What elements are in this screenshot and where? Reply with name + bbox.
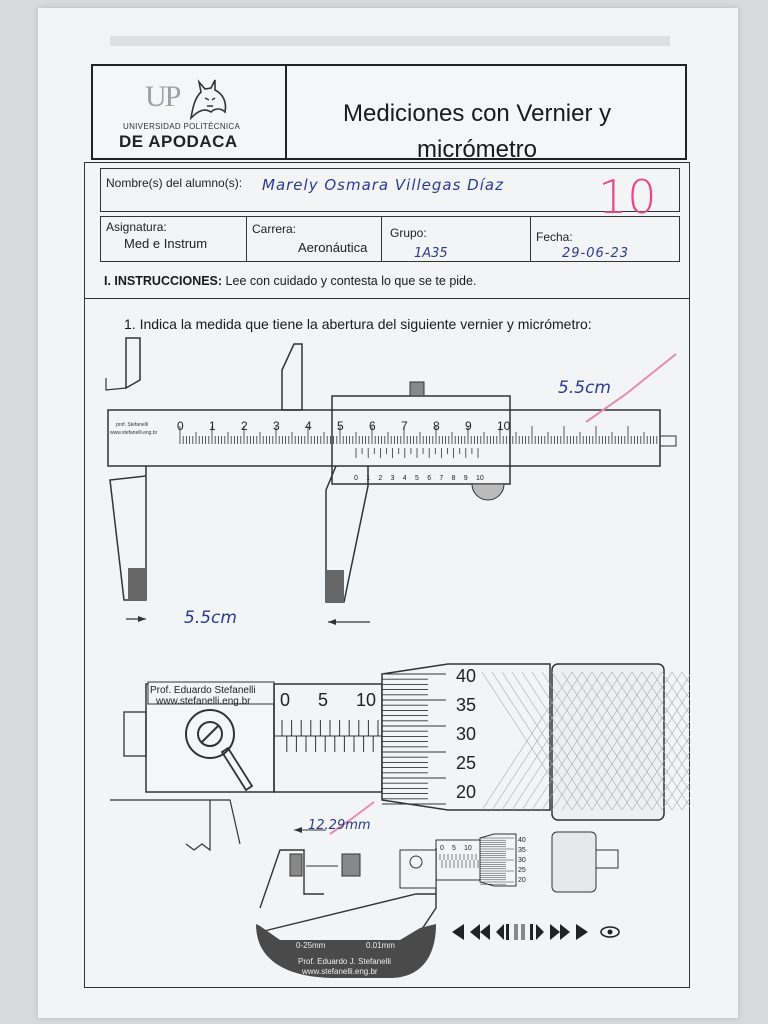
- mini-thimble-label: 20: [518, 877, 526, 884]
- micrometer-overview-diagram: [240, 828, 640, 978]
- main-scale-label: 7: [401, 419, 408, 433]
- sliding-jaw-tip: [326, 570, 344, 602]
- main-scale-label: 9: [465, 419, 472, 433]
- main-scale-label: 10: [497, 419, 511, 433]
- vernier-scale-label: 8: [451, 475, 456, 482]
- thimble-scale-label: 30: [456, 724, 477, 744]
- document-header: [91, 64, 687, 163]
- logo-block: [93, 66, 287, 158]
- thumb-wheel-icon: [472, 484, 504, 500]
- mini-thimble-label: 40: [518, 837, 526, 844]
- question-1: 1. Indica la medida que tiene la abertura del siguiente vernier y micrómetro:: [124, 316, 592, 332]
- main-scale-label: 5: [337, 419, 344, 433]
- vernier-scale-label: 7: [439, 475, 444, 482]
- micrometer-spindle: [342, 854, 360, 876]
- mini-ratchet: [552, 832, 596, 892]
- mini-thimble-label: 35: [518, 847, 526, 854]
- vernier-scale-label: 9: [463, 475, 468, 482]
- sleeve-scale-label: 5: [318, 690, 329, 710]
- fixed-jaw-tip: [128, 568, 146, 600]
- frame-range-label: 0-25mm: [296, 941, 326, 950]
- main-scale-label: 4: [305, 419, 312, 433]
- document-title-line2: micrómetro: [417, 136, 538, 163]
- career-value: Aeronáutica: [298, 240, 368, 255]
- vernier-answer-bottom: 5.5cm: [184, 608, 237, 628]
- frame-resolution-label: 0.01mm: [366, 941, 395, 950]
- play-icon[interactable]: [576, 924, 588, 940]
- date-label: Fecha:: [536, 230, 573, 244]
- subject-label: Asignatura:: [106, 220, 167, 234]
- vernier-fixed-upper-jaw: [126, 338, 140, 388]
- mini-thimble-label: 30: [518, 857, 526, 864]
- play-reverse-icon[interactable]: [452, 924, 464, 940]
- vernier-scale-label: 1: [366, 475, 371, 482]
- vernier-main-scale: [177, 419, 657, 444]
- vernier-credit-2: www.stefanelli.eng.br: [110, 430, 158, 436]
- lynx-logo-icon: [185, 78, 231, 122]
- date-value: 29-06-23: [562, 246, 630, 261]
- vernier-sliding-scale: [354, 448, 484, 482]
- instructions-line: [104, 274, 476, 288]
- mini-sleeve-label: 10: [464, 845, 472, 852]
- institution-name: DE APODACA: [119, 132, 238, 151]
- grade-mark: 10: [598, 170, 657, 224]
- career-label: Carrera:: [252, 222, 297, 236]
- playback-controls: [450, 920, 630, 944]
- frame-credit-2: www.stefanelli.eng.br: [302, 967, 378, 976]
- thimble-scale-label: 35: [456, 695, 477, 715]
- lock-screw-icon: [410, 382, 424, 396]
- sleeve-scale-label: 0: [280, 690, 291, 710]
- main-scale-label: 2: [241, 419, 248, 433]
- vernier-beam: [108, 410, 660, 466]
- vernier-credit-1: prof. Stefanelli: [116, 422, 148, 428]
- instructions-text: Lee con cuidado y contesta lo que se te pide.: [225, 274, 477, 288]
- vernier-scale-label: 4: [402, 475, 407, 482]
- vernier-slider: [332, 396, 510, 484]
- bleed-through-strip-2: [110, 36, 670, 46]
- pause-icon[interactable]: [514, 924, 525, 940]
- main-scale-label: 0: [177, 419, 184, 433]
- title-block: [287, 66, 685, 163]
- fast-forward-icon[interactable]: [550, 924, 570, 940]
- main-scale-label: 8: [433, 419, 440, 433]
- vernier-scale-label: 5: [415, 475, 419, 482]
- micrometer-credit-1: Prof. Eduardo Stefanelli: [150, 685, 256, 696]
- student-name-value: Marely Osmara Villegas Díaz: [262, 176, 504, 194]
- vernier-answer-top: 5.5cm: [558, 378, 611, 398]
- vernier-scale-label: 10: [476, 475, 484, 482]
- vernier-caliper-diagram: [96, 330, 688, 640]
- vernier-scale-label: 2: [378, 475, 383, 482]
- rewind-icon[interactable]: [470, 924, 490, 940]
- micrometer-anvil: [290, 854, 302, 876]
- thimble-scale-label: 25: [456, 753, 477, 773]
- micrometer-credit-2: www.stefanelli.eng.br: [156, 696, 251, 707]
- step-back-icon[interactable]: [496, 924, 509, 940]
- group-value: 1A35: [414, 246, 448, 261]
- main-scale-label: 3: [273, 419, 280, 433]
- frame-credit-1: Prof. Eduardo J. Stefanelli: [298, 957, 391, 966]
- mini-sleeve-label: 0: [440, 845, 444, 852]
- mini-thimble-label: 25: [518, 867, 526, 874]
- eye-icon[interactable]: [601, 927, 619, 937]
- subject-value: Med e Instrum: [124, 236, 208, 251]
- document-title-line1: Mediciones con Vernier y: [343, 100, 612, 127]
- thimble-scale-label: 40: [456, 666, 477, 686]
- institution-label: UNIVERSIDAD POLITÉCNICA: [123, 122, 241, 131]
- vernier-sliding-upper-jaw: [282, 344, 302, 410]
- vernier-scale-label: 0: [354, 475, 358, 482]
- vernier-scale-label: 6: [427, 475, 432, 482]
- sleeve-scale-label: 10: [356, 690, 377, 710]
- group-label: Grupo:: [390, 226, 427, 240]
- mini-sleeve-label: 5: [452, 845, 456, 852]
- logo-initials: UP: [145, 80, 180, 113]
- vernier-scale-label: 3: [390, 475, 395, 482]
- date-divider: [530, 216, 531, 262]
- mini-frame-plate: [400, 850, 436, 888]
- micrometer-answer: 12.29mm: [308, 818, 371, 833]
- thimble-scale-label: 20: [456, 782, 477, 802]
- student-label: Nombre(s) del alumno(s):: [106, 176, 243, 190]
- main-scale-label: 6: [369, 419, 376, 433]
- step-forward-icon[interactable]: [530, 924, 544, 940]
- main-scale-label: 1: [209, 419, 216, 433]
- section-divider: [84, 298, 690, 299]
- instructions-label: I. INSTRUCCIONES:: [104, 274, 223, 288]
